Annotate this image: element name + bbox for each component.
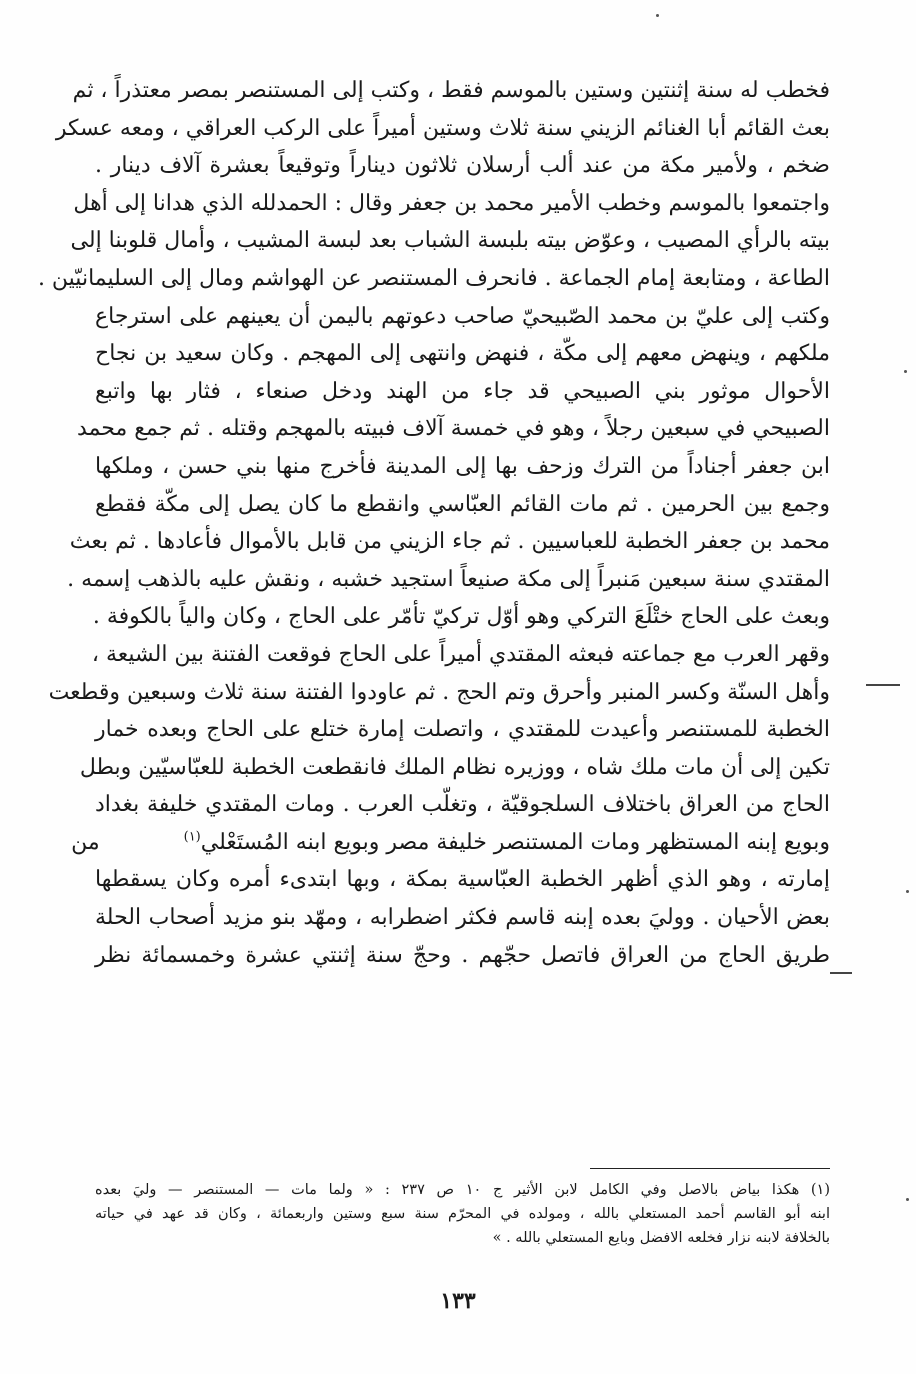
text-line: ملكهم ، وينهض معهم إلى مكّة ، فنهض وانتهى إلى المهجم . وكان سعيد بن نجاح bbox=[95, 341, 831, 367]
scan-speck bbox=[904, 370, 907, 373]
text-line-part: من bbox=[71, 829, 100, 855]
footnote-line: (١) هكذا بياض بالاصل وفي الكامل لابن الأثير ج ١٠ ص ٢٣٧ : « ولما مات — المستنصر — وليَ بعده bbox=[95, 1182, 830, 1198]
text-line: بعث القائم أبا الغنائم الزيني سنة ثلاث وستين أميراً على الركب العراقي ، ومعه عسكر bbox=[55, 115, 830, 141]
text-line: تكين إلى أن مات ملك شاه ، ووزيره نظام الملك فانقطعت الخطبة للعبّاسيّين وبطل bbox=[79, 754, 830, 780]
scan-mark bbox=[866, 684, 900, 686]
page-number: ١٣٣ bbox=[440, 1288, 476, 1314]
text-line: طريق الحاج من العراق فاتصل حجّهم . وحجّ سنة إثنتي عشرة وخمسمائة نظر bbox=[95, 942, 830, 968]
footnote-line: بالخلافة لابنه نزار فخلعه الافضل وبايع المستعلي بالله . » bbox=[492, 1230, 830, 1246]
scan-speck bbox=[906, 890, 909, 893]
text-line-with-footnote bbox=[71, 824, 830, 862]
text-line: بعض الأحيان . ووليَ بعده إبنه قاسم فكثر اضطرابه ، ومهّد بنو مزيد أصحاب الحلة bbox=[95, 905, 830, 931]
text-line: الخطبة للمستنصر وأعيدت للمقتدي ، واتصلت إمارة ختلع على الحاج وبعده خمار bbox=[95, 717, 830, 743]
scan-mark bbox=[830, 972, 852, 974]
text-line: واجتمعوا بالموسم وخطب الأمير محمد بن جعفر وقال : الحمدلله الذي هدانا إلى أهل bbox=[73, 190, 830, 216]
scan-speck bbox=[906, 1198, 909, 1201]
scan-speck bbox=[656, 14, 659, 17]
text-line: فخطب له سنة إثنتين وستين بالموسم فقط ، وكتب إلى المستنصر بمصر معتذراً ، ثم bbox=[72, 78, 830, 103]
text-line: بيته بالرأي المصيب ، وعوّض بيته بلبسة الشباب بعد لبسة المشيب ، وأمال قلوبنا إلى bbox=[70, 228, 830, 254]
footnote-separator bbox=[590, 1168, 830, 1169]
text-line: وقهر العرب مع جماعته فبعثه المقتدي أميراً على الحاج فوقعت الفتنة بين الشيعة ، bbox=[91, 641, 830, 667]
text-line: وبعث على الحاج ختْلَعَ التركي وهو أوّل تركيّ تأمّر على الحاج ، وكان والياً بالكوفة . bbox=[92, 604, 830, 630]
text-line: إمارته ، وهو الذي أظهر الخطبة العبّاسية بمكة ، وبها ابتدىء أمره وكان يسقطها bbox=[95, 867, 830, 893]
text-line: محمد بن جعفر الخطبة للعباسيين . ثم جاء الزيني من قابل بالأموال فأعادها . ثم بعث bbox=[69, 529, 830, 555]
text-line: ابن جعفر أجناداً من الترك وزحف بها إلى المدينة فأخرج منها بني حسن ، وملكها bbox=[95, 453, 830, 479]
text-line: المقتدي سنة سبعين مَنبراً إلى مكة صنيعاً استجيد خشبه ، ونقش عليه بالذهب إسمه . bbox=[67, 566, 830, 592]
text-line: وجمع بين الحرمين . ثم مات القائم العبّاسي وانقطع ما كان يصل إلى مكّة فقطع bbox=[95, 491, 830, 517]
text-line-part: وبويع إبنه المستظهر ومات المستنصر خليفة مصر وبويع ابنه المُستَعْلي bbox=[200, 829, 830, 855]
text-line: الحاج من العراق باختلاف السلجوقيّة ، وتغلّب العرب . ومات المقتدي خليفة بغداد bbox=[95, 792, 830, 818]
text-line: وأهل السنّة وكسر المنبر وأحرق وتم الحج . ثم عاودوا الفتنة سنة ثلاث وسبعين وقطعت bbox=[48, 679, 830, 705]
footnote-block bbox=[95, 1178, 830, 1250]
text-line: ضخم ، ولأمير مكة من عند ألب أرسلان ثلاثون ديناراً وتوقيعاً بعشرة آلاف دينار . bbox=[95, 153, 830, 179]
text-line: الأحوال موثور بني الصبيحي قد جاء من الهند ودخل صنعاء ، فثار بها واتبع bbox=[95, 378, 830, 404]
text-line: الطاعة ، ومتابعة إمام الجماعة . فانحرف المستنصر عن الهواشم ومال إلى السليمانيّين . bbox=[37, 265, 830, 291]
footnote-reference[interactable]: (١) bbox=[183, 829, 201, 845]
text-line: وكتب إلى عليّ بن محمد الصّبيحيّ صاحب دعوتهم باليمن أن يعينهم على استرجاع bbox=[95, 303, 830, 329]
main-text-block bbox=[37, 72, 831, 974]
text-line: الصبيحي في سبعين رجلاً ، وهو في خمسة آلاف فبيته بالمهجم وقتله . ثم جمع محمد bbox=[77, 416, 830, 442]
footnote-line: ابنه أبو القاسم أحمد المستعلي بالله ، ومولده في المحرّم سنة سبع وستين واربعمائة ، وكان قد عهد في حياته bbox=[95, 1206, 830, 1222]
